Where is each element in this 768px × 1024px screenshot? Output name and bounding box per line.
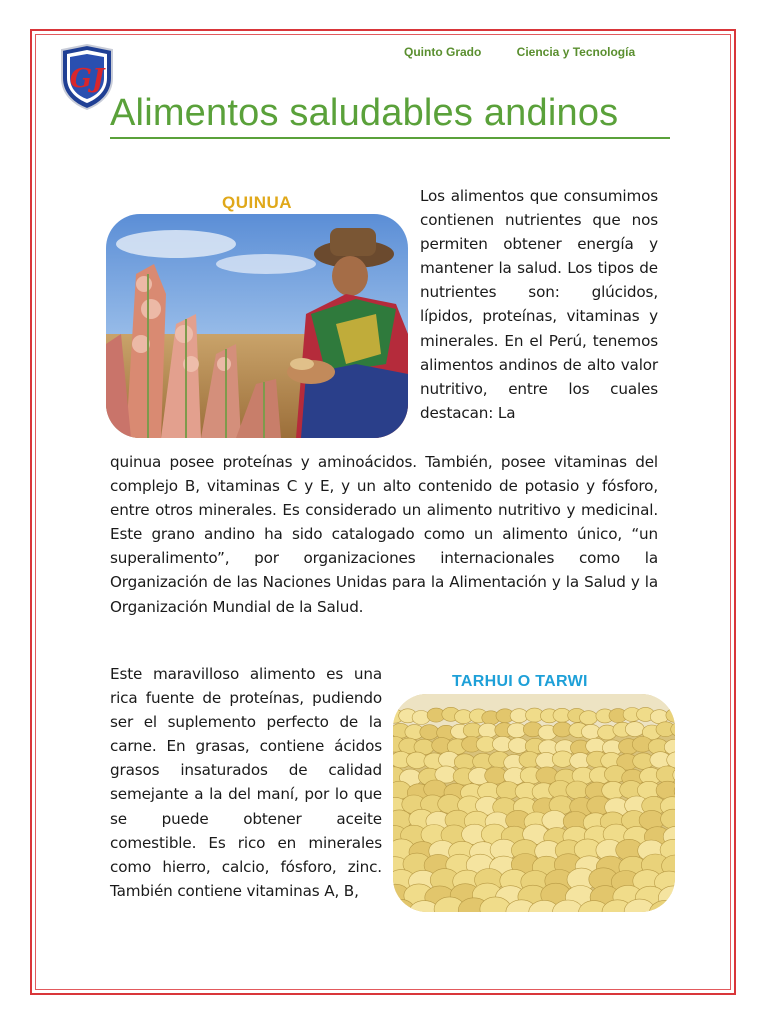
school-shield-logo <box>58 44 116 110</box>
tarhui-label: TARHUI O TARWI <box>452 673 588 690</box>
tarhui-description-text: Este maravilloso alimento es una rica fuente de proteínas, pudiendo ser el suplemento perfecto de la carne. En grasas, contiene ácidos grasos insaturados de calidad semejante a la del maní, por lo que se puede obtener aceite comestible. Es rico en minerales como hierro, calcio, fósforo, zinc. También contiene vitaminas A, B, <box>110 665 382 900</box>
quinua-intro-text: Los alimentos que consumimos contienen nutrientes que nos permiten obtener energía y mantener la salud. Los tipos de nutrientes son: glúcidos, lípidos, proteínas, vitaminas y minerales. En el Perú, tenemos alimentos andinos de alto valor nutritivo, entre los cuales destacan: La <box>420 187 658 422</box>
page-title: Alimentos saludables andinos <box>110 92 619 134</box>
grade-label: Quinto Grado <box>404 45 482 59</box>
tarhui-photo <box>393 694 675 912</box>
title-underline <box>110 137 670 139</box>
svg-text:GJ: GJ <box>69 64 105 94</box>
subject-label: Ciencia y Tecnología <box>516 45 636 59</box>
quinua-label: QUINUA <box>222 193 293 212</box>
quinua-photo <box>106 214 408 438</box>
quinua-description-text: quinua posee proteínas y aminoácidos. También, posee vitaminas del complejo B, vitaminas C y E, y un alto contenido de potasio y fósforo, entre otros minerales. Es considerado un alimento nutritivo y medicinal. Este grano andino ha sido catalogado como un alimento único, “un superalimento”, por organizaciones internacionales como la Organización de las Naciones Unidas para la Alimentación y la Salud y la Organización Mundial de la Salud. <box>110 453 658 616</box>
page-header <box>404 45 635 59</box>
